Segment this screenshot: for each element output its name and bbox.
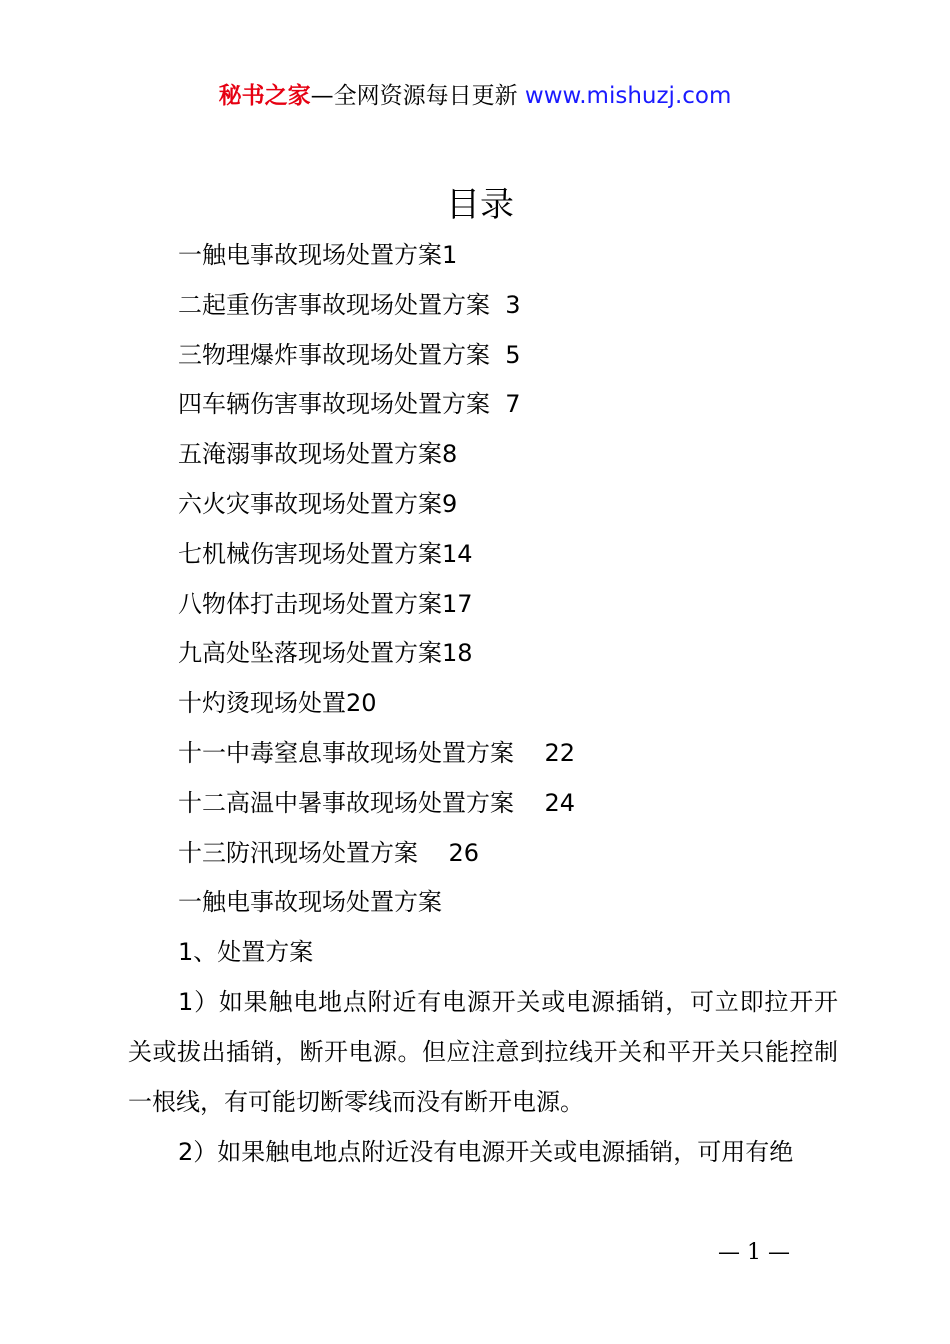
body-paragraph: 1）如果触电地点附近有电源开关或电源插销，可立即拉开开关或拔出插销，断开电源。但应注意到拉线开关和平开关只能控制一根线，有可能切断零线而没有断开电源。 — [128, 988, 838, 1116]
toc-item[interactable]: 四车辆伤害事故现场处置方案 7 — [178, 390, 521, 419]
brand-name: 秘书之家 — [218, 83, 311, 109]
toc-item[interactable]: 一触电事故现场处置方案1 — [178, 241, 458, 269]
toc-item[interactable]: 二起重伤害事故现场处置方案 3 — [178, 290, 521, 319]
toc-item[interactable]: 十三防汛现场处置方案 26 — [178, 838, 480, 867]
toc-item[interactable]: 十灼烫现场处置20 — [178, 689, 377, 718]
site-header — [0, 80, 950, 112]
section-heading: 一触电事故现场处置方案 — [178, 888, 442, 916]
body-paragraph: 2）如果触电地点附近没有电源开关或电源插销，可用有绝 — [178, 1138, 794, 1166]
sub-heading: 1、处置方案 — [178, 938, 314, 966]
website-url[interactable]: www.mishuzj.com — [517, 83, 732, 109]
toc-item[interactable]: 五淹溺事故现场处置方案8 — [178, 440, 458, 469]
page-title: 目录 — [446, 185, 514, 225]
toc-item[interactable]: 十二高温中暑事故现场处置方案 24 — [178, 788, 576, 817]
header-tagline: —全网资源每日更新 — [310, 83, 518, 109]
toc-item[interactable]: 十一中毒窒息事故现场处置方案 22 — [178, 738, 576, 767]
toc-item[interactable]: 三物理爆炸事故现场处置方案 5 — [178, 340, 521, 369]
page-number: — 1 — — [718, 1240, 790, 1265]
toc-item[interactable]: 九高处坠落现场处置方案18 — [178, 639, 473, 668]
toc-item[interactable]: 八物体打击现场处置方案17 — [178, 589, 473, 618]
table-of-contents — [178, 230, 575, 877]
toc-item[interactable]: 七机械伤害现场处置方案14 — [178, 539, 473, 568]
toc-item[interactable]: 六火灾事故现场处置方案9 — [178, 489, 458, 518]
